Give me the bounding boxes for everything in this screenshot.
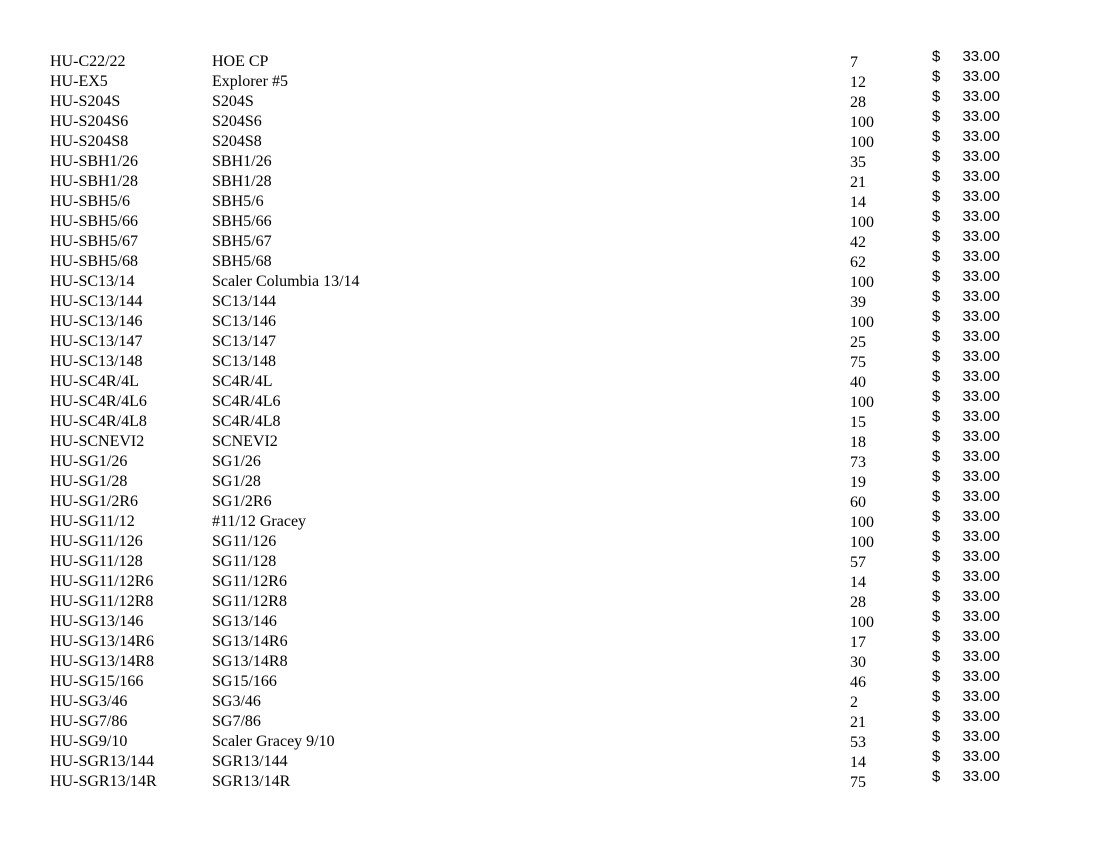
currency-symbol: $ xyxy=(932,148,941,165)
quantity-cell: 12 xyxy=(850,74,866,91)
quantity-cell: 60 xyxy=(850,494,866,511)
description-cell: SG1/28 xyxy=(212,473,261,490)
sku-cell: HU-SC4R/4L8 xyxy=(50,413,147,430)
currency-symbol: $ xyxy=(932,368,941,385)
currency-symbol: $ xyxy=(932,88,941,105)
description-cell: SC4R/4L8 xyxy=(212,413,281,430)
sku-cell: HU-SGR13/14R xyxy=(50,773,157,790)
quantity-cell: 25 xyxy=(850,334,866,351)
description-cell: SG13/14R6 xyxy=(212,633,288,650)
description-cell: SC13/147 xyxy=(212,333,277,350)
price-cell: 33.00 xyxy=(962,88,1000,105)
currency-symbol: $ xyxy=(932,468,941,485)
quantity-cell: 42 xyxy=(850,234,866,251)
sku-cell: HU-SC13/147 xyxy=(50,333,143,350)
quantity-cell: 28 xyxy=(850,94,866,111)
currency-symbol: $ xyxy=(932,488,941,505)
sku-cell: HU-SG1/26 xyxy=(50,453,128,470)
price-cell: 33.00 xyxy=(962,168,1000,185)
sku-cell: HU-SG11/128 xyxy=(50,553,143,570)
description-cell: SG1/2R6 xyxy=(212,493,272,510)
price-cell: 33.00 xyxy=(962,48,1000,65)
description-cell: SG11/12R8 xyxy=(212,593,287,610)
quantity-cell: 46 xyxy=(850,674,866,691)
quantity-cell: 100 xyxy=(850,214,874,231)
quantity-cell: 21 xyxy=(850,714,866,731)
price-cell: 33.00 xyxy=(962,688,1000,705)
price-cell: 33.00 xyxy=(962,268,1000,285)
currency-symbol: $ xyxy=(932,768,941,785)
description-cell: SC4R/4L xyxy=(212,373,273,390)
description-cell: SC13/146 xyxy=(212,313,277,330)
currency-symbol: $ xyxy=(932,708,941,725)
description-cell: SG11/12R6 xyxy=(212,573,287,590)
currency-symbol: $ xyxy=(932,448,941,465)
price-cell: 33.00 xyxy=(962,468,1000,485)
price-cell: 33.00 xyxy=(962,448,1000,465)
sku-cell: HU-SG11/12R6 xyxy=(50,573,154,590)
description-cell: SC13/148 xyxy=(212,353,277,370)
sku-cell: HU-SGR13/144 xyxy=(50,753,155,770)
currency-symbol: $ xyxy=(932,348,941,365)
currency-symbol: $ xyxy=(932,668,941,685)
description-cell: SG7/86 xyxy=(212,713,261,730)
price-cell: 33.00 xyxy=(962,408,1000,425)
price-cell: 33.00 xyxy=(962,508,1000,525)
description-cell: SGR13/144 xyxy=(212,753,288,770)
quantity-cell: 100 xyxy=(850,114,874,131)
currency-symbol: $ xyxy=(932,528,941,545)
sku-cell: HU-SG15/166 xyxy=(50,673,144,690)
sku-cell: HU-SC4R/4L6 xyxy=(50,393,147,410)
quantity-cell: 7 xyxy=(850,54,858,71)
currency-symbol: $ xyxy=(932,248,941,265)
quantity-cell: 15 xyxy=(850,414,866,431)
price-cell: 33.00 xyxy=(962,528,1000,545)
quantity-cell: 28 xyxy=(850,594,866,611)
description-cell: SG13/146 xyxy=(212,613,277,630)
quantity-cell: 75 xyxy=(850,774,866,791)
price-list-sheet xyxy=(0,48,1100,792)
price-cell: 33.00 xyxy=(962,628,1000,645)
sku-cell: HU-SC13/14 xyxy=(50,273,135,290)
quantity-cell: 17 xyxy=(850,634,866,651)
sku-cell: HU-SG13/146 xyxy=(50,613,144,630)
currency-symbol: $ xyxy=(932,228,941,245)
currency-symbol: $ xyxy=(932,108,941,125)
sku-cell: HU-SG11/12R8 xyxy=(50,593,154,610)
price-cell: 33.00 xyxy=(962,148,1000,165)
description-cell: SBH1/28 xyxy=(212,173,272,190)
price-cell: 33.00 xyxy=(962,428,1000,445)
quantity-cell: 14 xyxy=(850,754,866,771)
sku-cell: HU-SG9/10 xyxy=(50,733,128,750)
price-cell: 33.00 xyxy=(962,368,1000,385)
currency-symbol: $ xyxy=(932,388,941,405)
currency-symbol: $ xyxy=(932,628,941,645)
description-cell: SG1/26 xyxy=(212,453,261,470)
sku-cell: HU-SC13/144 xyxy=(50,293,143,310)
price-cell: 33.00 xyxy=(962,308,1000,325)
sku-cell: HU-EX5 xyxy=(50,73,108,90)
price-cell: 33.00 xyxy=(962,668,1000,685)
description-cell: Explorer #5 xyxy=(212,73,288,90)
price-cell: 33.00 xyxy=(962,108,1000,125)
quantity-cell: 18 xyxy=(850,434,866,451)
quantity-cell: 2 xyxy=(850,694,858,711)
currency-symbol: $ xyxy=(932,268,941,285)
price-cell: 33.00 xyxy=(962,208,1000,225)
description-cell: HOE CP xyxy=(212,53,269,70)
sku-cell: HU-SC4R/4L xyxy=(50,373,139,390)
currency-symbol: $ xyxy=(932,588,941,605)
price-cell: 33.00 xyxy=(962,648,1000,665)
currency-symbol: $ xyxy=(932,308,941,325)
quantity-cell: 62 xyxy=(850,254,866,271)
sku-cell: HU-SG13/14R6 xyxy=(50,633,155,650)
sku-cell: HU-SBH5/67 xyxy=(50,233,139,250)
description-cell: SG11/126 xyxy=(212,533,277,550)
price-cell: 33.00 xyxy=(962,388,1000,405)
sku-cell: HU-SG11/126 xyxy=(50,533,143,550)
currency-symbol: $ xyxy=(932,608,941,625)
price-cell: 33.00 xyxy=(962,748,1000,765)
quantity-cell: 14 xyxy=(850,574,866,591)
quantity-cell: 21 xyxy=(850,174,866,191)
description-cell: SBH1/26 xyxy=(212,153,272,170)
currency-symbol: $ xyxy=(932,728,941,745)
description-cell: SBH5/6 xyxy=(212,193,264,210)
description-cell: SC13/144 xyxy=(212,293,277,310)
price-cell: 33.00 xyxy=(962,488,1000,505)
description-cell: #11/12 Gracey xyxy=(212,513,307,530)
quantity-cell: 100 xyxy=(850,134,874,151)
description-cell: SG15/166 xyxy=(212,673,277,690)
currency-symbol: $ xyxy=(932,188,941,205)
price-cell: 33.00 xyxy=(962,348,1000,365)
quantity-cell: 39 xyxy=(850,294,866,311)
price-cell: 33.00 xyxy=(962,288,1000,305)
currency-symbol: $ xyxy=(932,68,941,85)
currency-symbol: $ xyxy=(932,548,941,565)
sku-cell: HU-SG1/2R6 xyxy=(50,493,139,510)
quantity-cell: 75 xyxy=(850,354,866,371)
currency-symbol: $ xyxy=(932,748,941,765)
currency-symbol: $ xyxy=(932,648,941,665)
sku-cell: HU-S204S6 xyxy=(50,113,129,130)
price-cell: 33.00 xyxy=(962,68,1000,85)
description-cell: Scaler Columbia 13/14 xyxy=(212,273,360,290)
price-cell: 33.00 xyxy=(962,708,1000,725)
price-cell: 33.00 xyxy=(962,228,1000,245)
price-cell: 33.00 xyxy=(962,328,1000,345)
price-cell: 33.00 xyxy=(962,568,1000,585)
currency-symbol: $ xyxy=(932,328,941,345)
currency-symbol: $ xyxy=(932,408,941,425)
sku-cell: HU-SG3/46 xyxy=(50,693,128,710)
currency-symbol: $ xyxy=(932,168,941,185)
sku-cell: HU-SCNEVI2 xyxy=(50,433,145,450)
price-cell: 33.00 xyxy=(962,248,1000,265)
quantity-cell: 100 xyxy=(850,394,874,411)
quantity-cell: 35 xyxy=(850,154,866,171)
quantity-cell: 40 xyxy=(850,374,866,391)
description-cell: SG11/128 xyxy=(212,553,277,570)
currency-symbol: $ xyxy=(932,48,941,65)
quantity-cell: 53 xyxy=(850,734,866,751)
description-cell: SCNEVI2 xyxy=(212,433,278,450)
currency-symbol: $ xyxy=(932,288,941,305)
price-cell: 33.00 xyxy=(962,728,1000,745)
quantity-cell: 100 xyxy=(850,314,874,331)
description-cell: SBH5/66 xyxy=(212,213,272,230)
quantity-cell: 100 xyxy=(850,274,874,291)
sku-cell: HU-SG1/28 xyxy=(50,473,128,490)
quantity-cell: 30 xyxy=(850,654,866,671)
price-cell: 33.00 xyxy=(962,548,1000,565)
sku-cell: HU-SC13/146 xyxy=(50,313,143,330)
description-cell: SG13/14R8 xyxy=(212,653,288,670)
sku-cell: HU-SG13/14R8 xyxy=(50,653,155,670)
sku-cell: HU-S204S xyxy=(50,93,121,110)
description-cell: S204S xyxy=(212,93,254,110)
sku-cell: HU-SG7/86 xyxy=(50,713,128,730)
currency-symbol: $ xyxy=(932,428,941,445)
description-cell: Scaler Gracey 9/10 xyxy=(212,733,335,750)
quantity-cell: 73 xyxy=(850,454,866,471)
price-cell: 33.00 xyxy=(962,608,1000,625)
sku-cell: HU-SBH5/66 xyxy=(50,213,139,230)
quantity-cell: 100 xyxy=(850,614,874,631)
description-cell: SG3/46 xyxy=(212,693,261,710)
quantity-cell: 100 xyxy=(850,534,874,551)
description-cell: SGR13/14R xyxy=(212,773,291,790)
price-cell: 33.00 xyxy=(962,588,1000,605)
currency-symbol: $ xyxy=(932,688,941,705)
quantity-cell: 14 xyxy=(850,194,866,211)
description-cell: SBH5/68 xyxy=(212,253,272,270)
price-cell: 33.00 xyxy=(962,768,1000,785)
description-cell: SC4R/4L6 xyxy=(212,393,281,410)
description-cell: S204S6 xyxy=(212,113,262,130)
quantity-cell: 100 xyxy=(850,514,874,531)
sku-cell: HU-SBH5/68 xyxy=(50,253,139,270)
currency-symbol: $ xyxy=(932,208,941,225)
sku-cell: HU-SG11/12 xyxy=(50,513,135,530)
description-cell: SBH5/67 xyxy=(212,233,272,250)
currency-symbol: $ xyxy=(932,508,941,525)
sku-cell: HU-SBH1/28 xyxy=(50,173,139,190)
sku-cell: HU-SBH1/26 xyxy=(50,153,139,170)
table-row xyxy=(0,768,1100,792)
currency-symbol: $ xyxy=(932,568,941,585)
description-cell: S204S8 xyxy=(212,133,262,150)
currency-symbol: $ xyxy=(932,128,941,145)
quantity-cell: 19 xyxy=(850,474,866,491)
sku-cell: HU-SBH5/6 xyxy=(50,193,131,210)
quantity-cell: 57 xyxy=(850,554,866,571)
price-cell: 33.00 xyxy=(962,128,1000,145)
sku-cell: HU-S204S8 xyxy=(50,133,129,150)
sku-cell: HU-C22/22 xyxy=(50,53,126,70)
price-cell: 33.00 xyxy=(962,188,1000,205)
sku-cell: HU-SC13/148 xyxy=(50,353,143,370)
